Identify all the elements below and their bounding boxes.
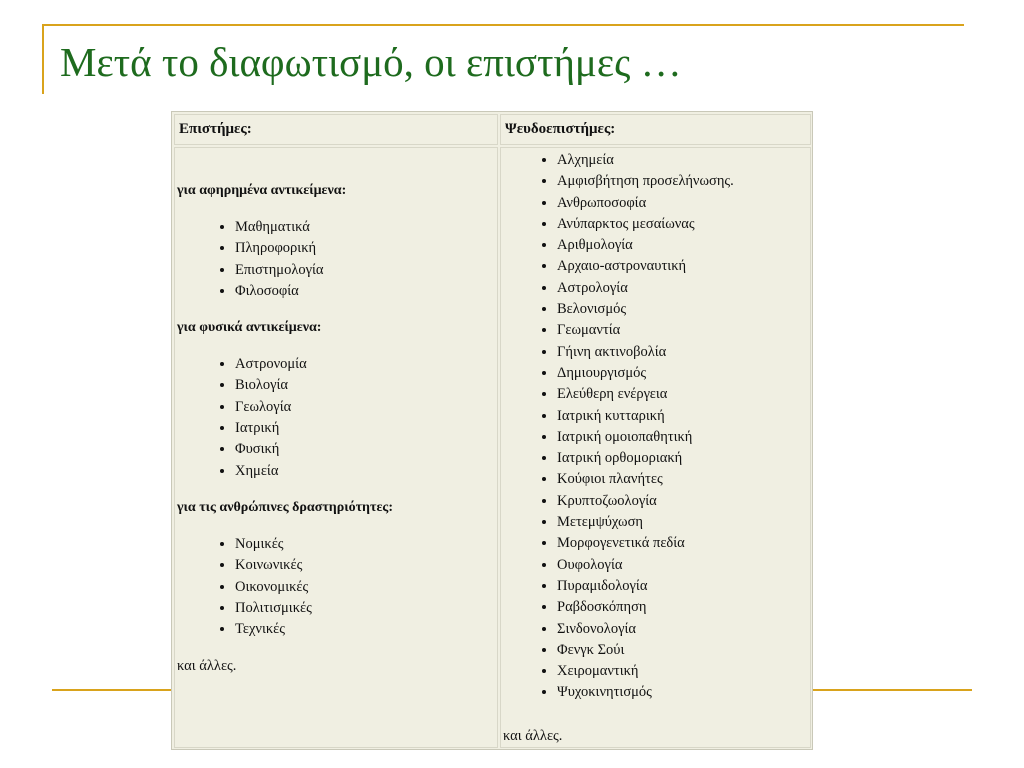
list-item: • Αστρολογία — [557, 278, 806, 299]
list-item: • Δημιουργισμός — [557, 363, 806, 384]
list-item: • Κοινωνικές — [235, 555, 495, 576]
top-decorative-rule — [42, 24, 964, 26]
pseudosciences-content — [501, 150, 806, 704]
pseudosciences-tail: και άλλες. — [503, 728, 563, 744]
list-item: • Ιατρική ορθομοριακή — [557, 448, 806, 469]
list-item: • Πυραμιδολογία — [557, 576, 806, 597]
left-decorative-rule — [42, 24, 44, 94]
sciences-tail: και άλλες. — [177, 658, 237, 675]
group-heading: για αφηρημένα αντικείμενα: — [177, 183, 347, 198]
list-item: • Ιατρική κυτταρική — [557, 406, 806, 427]
list-item: • Τεχνικές — [235, 619, 495, 640]
sciences-list-abstract — [177, 217, 495, 302]
list-item: • Νομικές — [235, 534, 495, 555]
header-label-sciences: Επιστήμες: — [179, 121, 252, 137]
list-item: • Ιατρική ομοιοπαθητική — [557, 427, 806, 448]
list-item: • Αμφισβήτηση προσελήνωσης. — [557, 171, 806, 192]
sciences-cell — [174, 147, 498, 748]
list-item: • Γεωλογία — [235, 397, 495, 418]
list-item: • Μορφογενετικά πεδία — [557, 533, 806, 554]
list-item: • Φυσική — [235, 439, 495, 460]
list-item: • Αριθμολογία — [557, 235, 806, 256]
list-item: • Μαθηματικά — [235, 217, 495, 238]
sciences-list-human — [177, 534, 495, 640]
list-item: • Πολιτισμικές — [235, 598, 495, 619]
list-item: • Μετεμψύχωση — [557, 512, 806, 533]
list-item: • Φενγκ Σούι — [557, 640, 806, 661]
list-item: • Χημεία — [235, 461, 495, 482]
pseudosciences-cell — [500, 147, 811, 748]
list-item: • Οικονομικές — [235, 577, 495, 598]
list-item: • Ουφολογία — [557, 555, 806, 576]
list-item: • Γεωμαντία — [557, 320, 806, 341]
list-item: • Βιολογία — [235, 375, 495, 396]
slide-title: Μετά το διαφωτισμό, οι επιστήμες … — [60, 39, 682, 85]
sciences-list-physical — [177, 354, 495, 482]
sciences-table — [171, 111, 813, 750]
group-heading: για φυσικά αντικείμενα: — [177, 320, 322, 336]
list-item: • Κρυπτοζωολογία — [557, 491, 806, 512]
list-item: • Ανθρωποσοφία — [557, 193, 806, 214]
header-label-pseudosciences: Ψευδοεπιστήμες: — [505, 121, 616, 137]
table-header-pseudosciences — [500, 114, 811, 145]
list-item: • Αλχημεία — [557, 150, 806, 171]
list-item: • Ιατρική — [235, 418, 495, 439]
list-item: • Ελεύθερη ενέργεια — [557, 384, 806, 405]
list-item: • Πληροφορική — [235, 238, 495, 259]
list-item: • Αρχαιο-αστροναυτική — [557, 256, 806, 277]
list-item: • Γήινη ακτινοβολία — [557, 342, 806, 363]
sciences-content — [177, 182, 495, 675]
list-item: • Σινδονολογία — [557, 619, 806, 640]
list-item: • Αστρονομία — [235, 354, 495, 375]
list-item: • Κούφιοι πλανήτες — [557, 469, 806, 490]
group-heading: για τις ανθρώπινες δραστηριότητες: — [177, 499, 393, 515]
list-item: • Επιστημολογία — [235, 260, 495, 281]
pseudosciences-list — [501, 150, 806, 704]
table-header-sciences — [174, 114, 498, 145]
list-item: • Ανύπαρκτος μεσαίωνας — [557, 214, 806, 235]
list-item: • Βελονισμός — [557, 299, 806, 320]
list-item: • Χειρομαντική — [557, 661, 806, 682]
list-item: • Ψυχοκινητισμός — [557, 682, 806, 703]
list-item: • Ραβδοσκόπηση — [557, 597, 806, 618]
list-item: • Φιλοσοφία — [235, 281, 495, 302]
